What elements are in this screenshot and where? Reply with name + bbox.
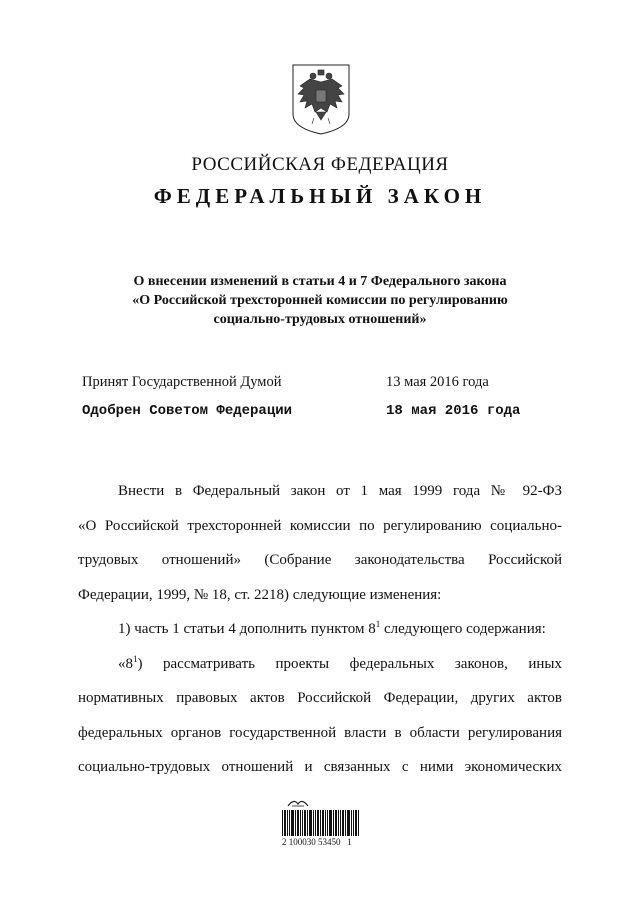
duma-adoption-date: 13 мая 2016 года <box>386 374 489 390</box>
body-line: Внести в Федеральный закон от 1 мая 1999 года № 92-ФЗ <box>118 483 562 499</box>
duma-adoption-label: Принят Государственной Думой <box>82 374 282 390</box>
coat-of-arms-icon <box>290 62 352 136</box>
barcode-mark-icon <box>286 796 310 808</box>
barcode-icon <box>282 810 360 836</box>
law-title-line: О внесении изменений в статьи 4 и 7 Федерального закона <box>133 274 507 289</box>
law-title-line: социально-трудовых отношений» <box>213 312 427 327</box>
quoted-text-line: «$8^1$) рассматривать проекты федеральных законов, иных <box>118 653 562 672</box>
quoted-text-line: федеральных органов государственной власти в области регулирования <box>78 724 562 741</box>
council-approval-date: 18 мая 2016 года <box>386 403 521 419</box>
barcode-number: 2 100030 53450 1 <box>282 837 352 847</box>
law-body <box>78 474 562 785</box>
document-type: ФЕДЕРАЛЬНЫЙ ЗАКОН <box>153 184 487 208</box>
quoted-text-line: нормативных правовых актов Российской Федерации, других актов <box>78 690 562 706</box>
body-line: трудовых отношений» (Собрание законодательства Российской <box>78 552 562 568</box>
council-approval-label: Одобрен Советом Федерации <box>82 403 293 419</box>
body-line: «О Российской трехсторонней комиссии по регулированию социально- <box>78 517 562 534</box>
body-line: Федерации, 1999, № 18, ст. 2218) следующие изменения: <box>78 586 442 603</box>
quoted-text-line: социально-трудовых отношений и связанных с ними экономических <box>78 759 562 775</box>
country-name: РОССИЙСКАЯ ФЕДЕРАЦИЯ <box>191 154 449 175</box>
law-title-line: «О Российской трехсторонней комиссии по регулированию <box>132 293 508 308</box>
amendment-item-1: 1) часть 1 статьи 4 дополнить пунктом $8^1$ следующего содержания: <box>118 619 546 637</box>
law-title <box>100 272 540 329</box>
